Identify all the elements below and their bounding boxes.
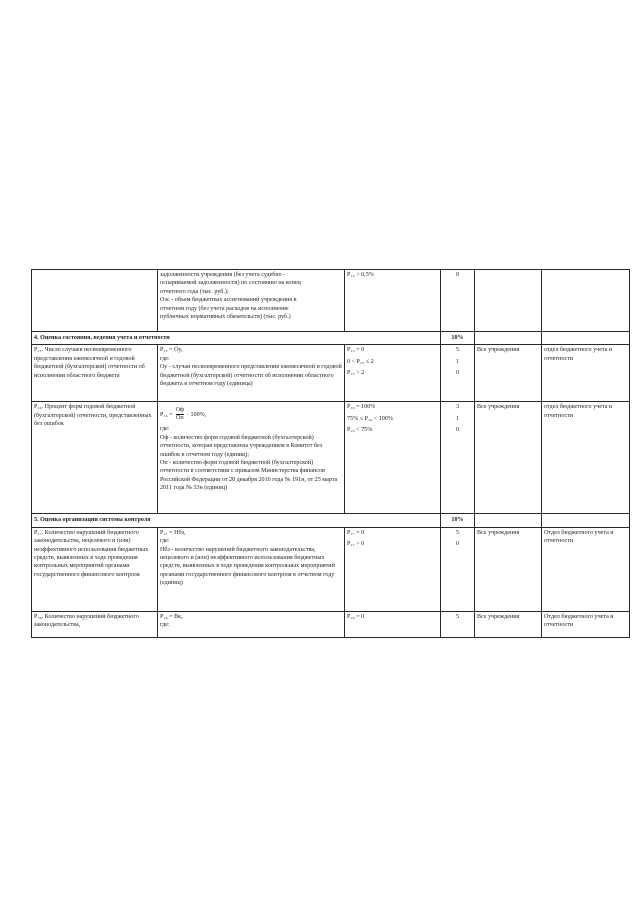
indicator-name-cell: P₁₆. Процент форм годовой бюджетной (бухгалтерской) отчетности, представленных без ошибок — [32, 402, 158, 514]
score-cell: 5 1 0 — [441, 345, 475, 402]
section-header-row — [32, 514, 630, 527]
condition-cell: P₁₇ = 0 P₁₇ > 0 — [345, 527, 441, 611]
responsible-cell: Отдел бюджетного учета и отчетности — [542, 611, 630, 637]
score-cell: 0 — [441, 270, 475, 332]
condition-cell: P₁₄ > 0,5% — [345, 270, 441, 332]
subjects-cell: Все учреждения — [475, 345, 542, 402]
indicator-name-cell: P₁₈. Количество нарушений бюджетного законодательства, — [32, 611, 158, 637]
condition-cell: P₁₈ = 0 — [345, 611, 441, 637]
score-cell: 5 0 — [441, 527, 475, 611]
section-weight: 10% — [441, 332, 475, 345]
subjects-cell: Все учреждения — [475, 402, 542, 514]
formula-p16: P₁₆ = $\frac{Оф}{Оп}$ · 100%, — [160, 407, 207, 422]
responsible-cell: отдел бюджетного учета и отчетности — [542, 402, 630, 514]
section-title: 4. Оценка состояния, ведения учета и отчетности — [32, 332, 441, 345]
formula-cell: P₁₆ = $\frac{Оф}{Оп}$ · 100%, где: Оф - количество форм годовой бюджетной (бухгалтерской) отчетности, которая представлена учреждением в Комитет без ошибок в отчетном году (единиц); Оп - количество форм годовой бюджетной (бухгалтерской) отчетности в соответствии с приказом Министерства финансов Российской Федерации от 28 декабря 2010 года № 191н, от 25 марта 2011 года № 33н (единиц) — [158, 402, 345, 514]
section-weight: 10% — [441, 514, 475, 527]
score-cell: 5 — [441, 611, 475, 637]
fraction: $\frac{Оф}{Оп}$ — [175, 407, 184, 422]
indicator-name-cell: P₁₅. Число случаев несвоевременного представления ежемесячной и годовой бюджетной (бухгалтерской) отчетности об исполнении областного бюджета — [32, 345, 158, 402]
table-row — [32, 270, 630, 332]
formula-cell: P₁₈ = Вк, где: — [158, 611, 345, 637]
section-title: 5. Оценка организации системы контроля — [32, 514, 441, 527]
formula-cell: P₁₇ = Нбз, где: Нбз - количество нарушений бюджетного законодательства, нецелевого и (или) неэффективного использования бюджетных средств, выявленных в ходе проведения контрольных мероприятий органами государственного финансового контроля в отчетном году (единиц) — [158, 527, 345, 611]
score-cell: 3 1 0 — [441, 402, 475, 514]
subjects-cell — [475, 270, 542, 332]
formula-cell: P₁₅ = Oy, где: Oy - случаи несвоевременного представления ежемесячной и годовой бюджетной (бухгалтерской) отчетности об исполнении областного бюджета в отчетном году (единица) — [158, 345, 345, 402]
condition-cell: P₁₆ = 100% 75% ≤ P₁₆ < 100% P₁₆ < 75% — [345, 402, 441, 514]
formula-cell: задолженности учреждения (без учета судебно - оспариваемой задолженности) по состоянию на конец отчетного года (тыс. руб.); Оэс - объем бюджетных ассигнований учреждения в отчетном году (без учета расходов на исполнение публичных нормативных обязательств) (тыс. руб.) — [158, 270, 345, 332]
subjects-cell: Все учреждения — [475, 611, 542, 637]
indicator-name-cell: P₁₇. Количество нарушений бюджетного законодательства, нецелевого и (или) неэффективного использования бюджетных средств, выявленных в ходе проведения контрольных мероприятий органами государственного финансового контроля — [32, 527, 158, 611]
responsible-cell: отдел бюджетного учета и отчетности — [542, 345, 630, 402]
subjects-cell: Все учреждения — [475, 527, 542, 611]
table-row — [32, 611, 630, 637]
table-row — [32, 345, 630, 402]
indicator-table — [31, 269, 630, 638]
indicator-name-cell — [32, 270, 158, 332]
responsible-cell — [542, 270, 630, 332]
responsible-cell: Отдел бюджетного учета и отчетности — [542, 527, 630, 611]
section-header-row — [32, 332, 630, 345]
condition-cell: P₁₅ = 0 0 < P₁₅ ≤ 2 P₁₅ > 2 — [345, 345, 441, 402]
table-row — [32, 402, 630, 514]
table-row — [32, 527, 630, 611]
